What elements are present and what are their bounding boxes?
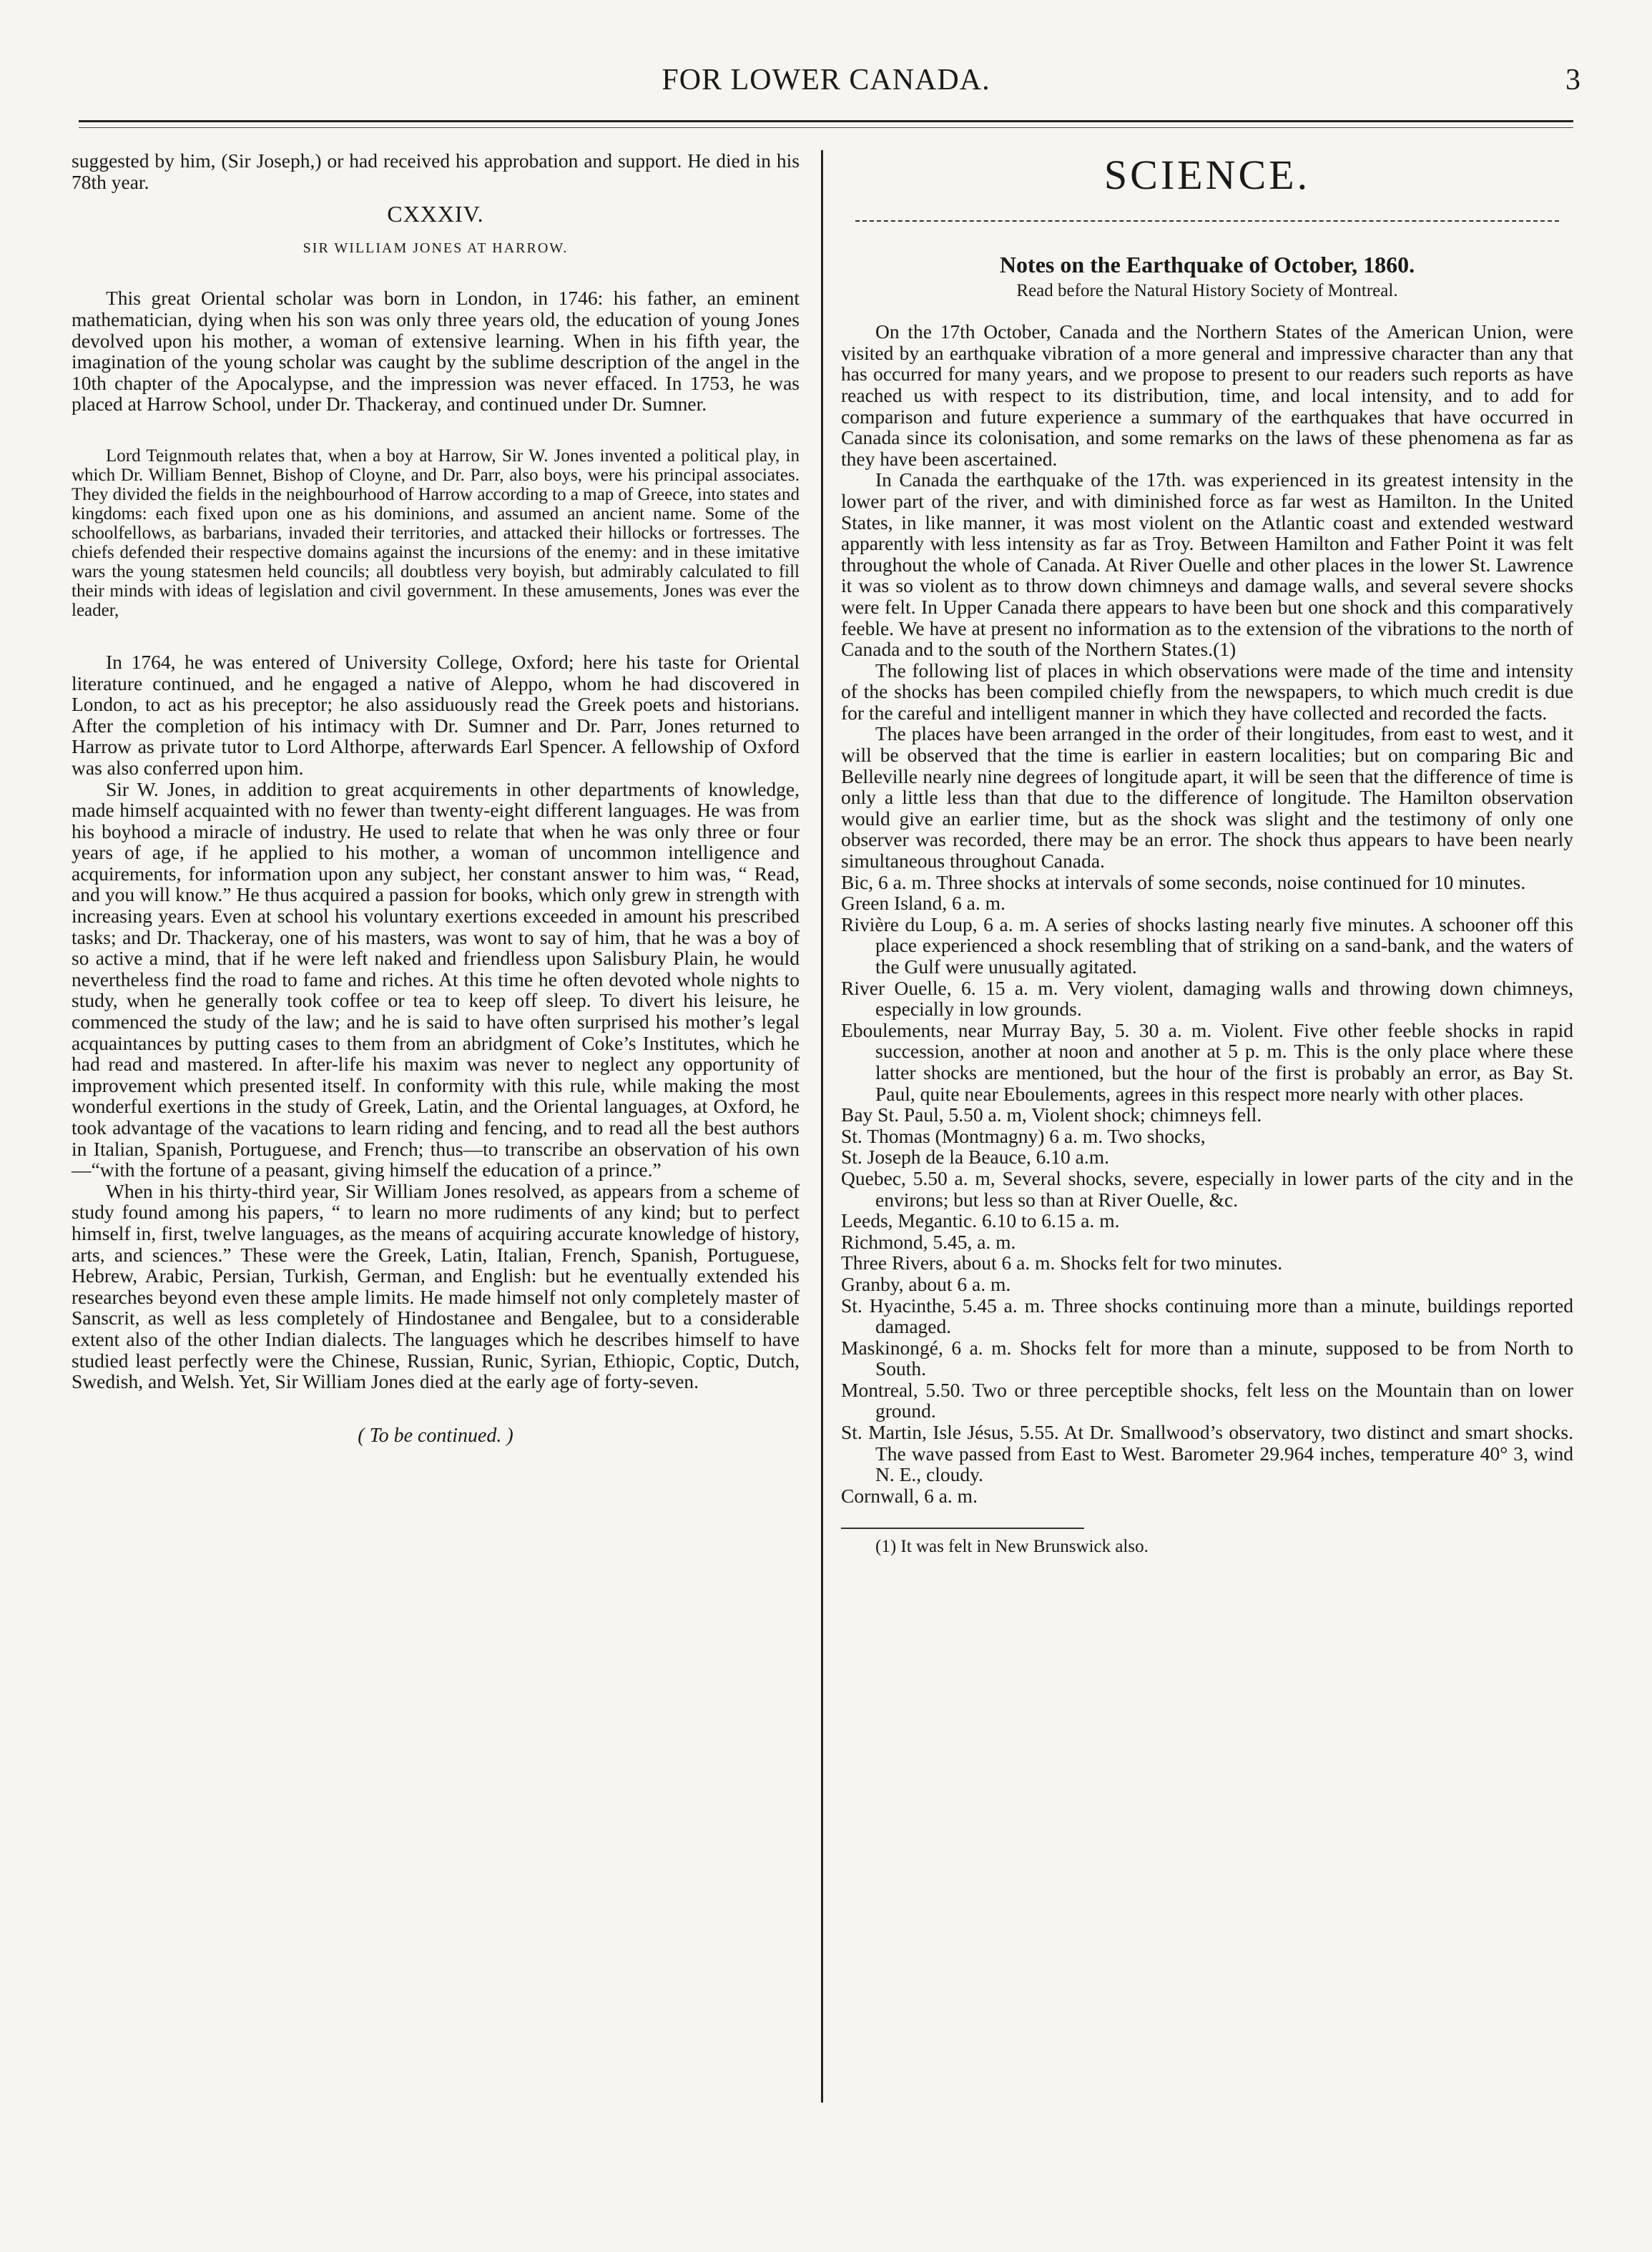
paragraph: In Canada the earthquake of the 17th. was experienced in its greatest intensity in the lower part of the river, and with diminished force as far west as Hamilton. In the United States, in like manner, it was most violent on the Atlantic coast and extended westward apparently with less intensity as far as Troy. Between Hamilton and Father Point it was felt throughout the whole of Canada. At River Ouelle and other places in the lower St. Lawrence it was so violent as to throw down chimneys and damage walls, and several severe shocks were felt. In Upper Canada there appears to have been but one shock and this comparatively feeble. We have at present no information as to the extension of the vibrations to the north of Canada and to the south of the Northern States.(1) [841, 468, 1573, 661]
left-column [72, 150, 800, 1446]
paragraph: The places have been arranged in the order of their longitudes, from east to west, and it will be observed that the time is earlier in eastern localities; but on comparing Bic and Belleville nearly nine degrees of longitude apart, it will be seen that the difference of time is only a little less than that due to the difference of longitude. The Hamilton observation would give an earlier time, but as the shock was slight and the testimony of only one observer was recorded, there may be an error. The shock thus appears to have been nearly simultaneous throughout Canada. [841, 722, 1573, 872]
column-divider [821, 150, 823, 2103]
footnote: (1) It was felt in New Brunswick also. [875, 1537, 1149, 1557]
article-subtitle: Read before the Natural History Society of Montreal. [1016, 280, 1398, 300]
right-column [841, 150, 1573, 1558]
page-header [72, 63, 1580, 106]
list-item: St. Martin, Isle Jésus, 5.55. At Dr. Smallwood’s observatory, two distinct and smart shocks. The wave passed from East to West. Barometer 29.964 inches, temperature 40° 3, wind N. E., cloudy. [841, 1421, 1573, 1486]
paragraph: Sir W. Jones, in addition to great acquirements in other departments of knowledge, made himself acquainted with no fewer than twenty-eight different languages. He was from his boyhood a miracle of industry. He used to relate that when he was only three or four years of age, if he applied to his mother, a woman of uncommon intelligence and acquirements, for information upon any subject, her constant answer to him was, “ Read, and you will know.” He thus acquired a passion for books, which only grew in strength with increasing years. Even at school his voluntary exertions exceeded in amount his prescribed tasks; and Dr. Thackeray, one of his masters, was wont to say of him, that he was a boy of so active a mind, that if he were left naked and friendless upon Salisbury Plain, he would nevertheless find the road to fame and riches. At this time he often devoted whole nights to study, when he generally took coffee or tea to keep off sleep. To divert his leisure, he commenced the study of the law; and he is said to have often surprised his mother’s legal acquaintances by putting cases to them from an abridgment of Coke’s Institutes, which he had read and mastered. In after-life his maxim was never to neglect any opportunity of improvement which presented itself. In conformity with this rule, while making the most wonderful exertions in the study of Greek, Latin, and the Oriental languages, at Oxford, he took advantage of the vacations to learn riding and fencing, and to read all the best authors in Italian, Spanish, Portuguese, and French; thus—to transcribe an observation of his own—“with the fortune of a peasant, giving himself the education of a prince.” [72, 777, 800, 1181]
list-item: Montreal, 5.50. Two or three perceptible shocks, felt less on the Mountain than on lower ground. [841, 1378, 1573, 1422]
header-rule-thin [79, 127, 1573, 128]
list-item: Maskinongé, 6 a. m. Shocks felt for more than a minute, supposed to be from North to South. [841, 1336, 1573, 1380]
list-item: Rivière du Loup, 6 a. m. A series of shocks lasting nearly five minutes. A schooner off this place experienced a shock resembling that of striking on a sand-bank, and the waters of the Gulf were unusually agitated. [841, 913, 1573, 978]
paragraph: In 1764, he was entered of University College, Oxford; here his taste for Oriental literature continued, and he engaged a native of Aleppo, whom he had discovered in London, to act as his preceptor; he also assiduously read the Greek poets and historians. After the completion of his intimacy with Dr. Sumner and Dr. Parr, Jones returned to Harrow as private tutor to Lord Althorpe, afterwards Earl Spencer. A fellowship of Oxford was also conferred upon him. [72, 650, 800, 779]
list-item: Cornwall, 6 a. m. [841, 1484, 978, 1507]
list-item: Bay St. Paul, 5.50 a. m, Violent shock; chimneys fell. [841, 1103, 1262, 1126]
paragraph: On the 17th October, Canada and the Northern States of the American Union, were visited by an earthquake vibration of a more general and impressive character than any that has occurred for many years, and we propose to present to our readers such reports as have reached us with respect to its distribution, time, and local intensity, and to add for comparison and future experience a summary of the earthquakes that have occurred in Canada since its colonisation, and some remarks on the laws of these phenomena as far as they have been ascertained. [841, 320, 1573, 470]
list-item: Three Rivers, about 6 a. m. Shocks felt for two minutes. [841, 1252, 1283, 1274]
paragraph: This great Oriental scholar was born in London, in 1746: his father, an eminent mathematician, dying when his son was only three years old, the education of young Jones devolved upon his mother, a woman of extensive learning. When in his fifth year, the imagination of the young scholar was caught by the sublime description of the angel in the 10th chapter of the Apocalypse, and the impression was never effaced. In 1753, he was placed at Harrow School, under Dr. Thackeray, and continued under Dr. Sumner. [72, 287, 800, 416]
paragraph: The following list of places in which observations were made of the time and intensity of the shocks has been compiled chiefly from the newspapers, to which much credit is due for the careful and intelligent manner in which they have collected and recorded the facts. [841, 659, 1573, 724]
article-title: Notes on the Earthquake of October, 1860. [999, 252, 1415, 277]
list-item: Granby, about 6 a. m. [841, 1272, 1011, 1295]
list-item: Eboulements, near Murray Bay, 5. 30 a. m. Violent. Five other feeble shocks in rapid succession, another at noon and another at 5 p. m. This is the only place where these latter shocks are mentioned, but the hour of the first is probably an error, as Bay St. Paul, quite near Eboulements, agrees in this respect more nearly with other places. [841, 1018, 1573, 1105]
running-title: FOR LOWER CANADA. [662, 64, 990, 97]
list-item: Quebec, 5.50 a. m, Several shocks, severe, especially in lower parts of the city and in the environs; but less so than at River Ouelle, &c. [841, 1166, 1573, 1211]
footnote-rule [841, 1528, 1084, 1529]
section-heading: SCIENCE. [1103, 152, 1311, 198]
section-title: SIR WILLIAM JONES AT HARROW. [303, 240, 569, 256]
paragraph: When in his thirty-third year, Sir William Jones resolved, as appears from a scheme of study found among his papers, “ to learn no more rudiments of any kind; but to perfect himself in, first, twelve languages, as the means of acquiring accurate knowledge of history, arts, and sciences.” These were the Greek, Latin, Italian, French, Spanish, Portuguese, Hebrew, Arabic, Persian, Turkish, German, and English: but he eventually extended his researches beyond even these ample limits. He made himself not only completely master of Sanscrit, as well as less completely of Hindostanee and Bengalee, but to a considerable extent also of the other Indian dialects. The languages which he describes himself to have studied least perfectly were the Chinese, Russian, Runic, Syrian, Ethiopic, Coptic, Dutch, Swedish, and Welsh. Yet, Sir William Jones died at the early age of forty-seven. [72, 1179, 800, 1393]
list-item: St. Joseph de la Beauce, 6.10 a.m. [841, 1146, 1109, 1169]
section-number: CXXXIV. [387, 201, 484, 227]
heading-rule [855, 220, 1559, 222]
list-item: River Ouelle, 6. 15 a. m. Very violent, damaging walls and throwing down chimneys, especially in low grounds. [841, 976, 1573, 1021]
list-item: St. Hyacinthe, 5.45 a. m. Three shocks continuing more than a minute, buildings reported damaged. [841, 1294, 1573, 1338]
list-item: St. Thomas (Montmagny) 6 a. m. Two shocks, [841, 1124, 1206, 1147]
list-item: Green Island, 6 a. m. [841, 892, 1006, 915]
page-number: 3 [1565, 64, 1580, 97]
continued-text: suggested by him, (Sir Joseph,) or had received his approbation and support. He died in his 78th year. [72, 149, 800, 193]
list-item: Bic, 6 a. m. Three shocks at intervals of some seconds, noise continued for 10 minutes. [841, 870, 1526, 893]
header-rule [79, 120, 1573, 122]
quoted-paragraph: Lord Teignmouth relates that, when a boy at Harrow, Sir W. Jones invented a political play, in which Dr. William Bennet, Bishop of Cloyne, and Dr. Parr, also boys, were his principal associates. They divided the fields in the neighbourhood of Harrow according to a map of Greece, into states and kingdoms: each fixed upon one as his dominions, and assumed an ancient name. Some of the schoolfellows, as barbarians, invaded their territories, and attacked their hillocks or fortresses. The chiefs defended their respective domains against the incursions of the enemy: and in these imitative wars the young statesmen held councils; all doubtless very boyish, but admirably calculated to fill their minds with ideas of legislation and civil government. In these amusements, Jones was ever the leader, [72, 446, 800, 620]
list-item: Leeds, Megantic. 6.10 to 6.15 a. m. [841, 1209, 1120, 1232]
list-item: Richmond, 5.45, a. m. [841, 1230, 1016, 1253]
to-be-continued: ( To be continued. ) [358, 1424, 513, 1447]
